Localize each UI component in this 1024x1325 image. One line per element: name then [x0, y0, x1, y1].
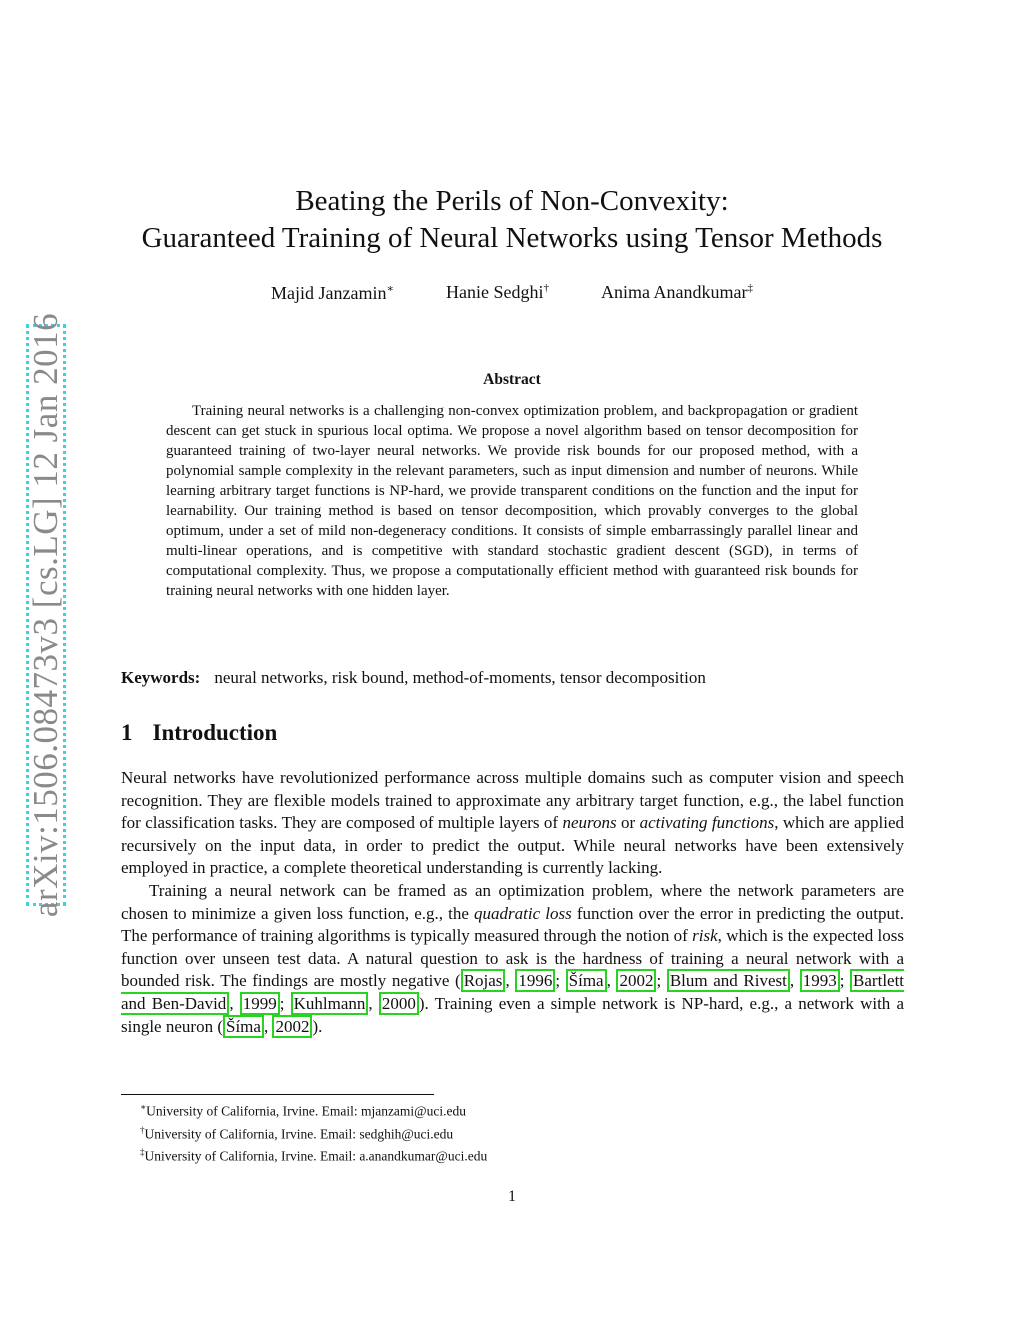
footnote-1: ∗University of California, Irvine. Email: mjanzami@uci.edu: [140, 1102, 466, 1119]
abstract-heading: Abstract: [483, 371, 541, 388]
title-line-1: Beating the Perils of Non-Convexity:: [295, 185, 729, 217]
emphasis-risk: risk: [692, 926, 718, 946]
author-3: Anima Anandkumar‡: [600, 282, 753, 302]
author-3-mark: ‡: [747, 282, 753, 294]
section-title: Introduction: [152, 720, 278, 745]
keywords: [121, 668, 904, 688]
section-number: 1: [121, 720, 133, 745]
page-number: 1: [508, 1188, 516, 1205]
citation-link-sima-2-year[interactable]: 2002: [272, 1015, 312, 1038]
emphasis-quadratic-loss: quadratic loss: [474, 903, 572, 923]
emphasis-activating-functions: activating functions: [639, 813, 775, 833]
footnote-3: ‡University of California, Irvine. Email: a.anandkumar@uci.edu: [140, 1147, 488, 1164]
citation-link-sima-2[interactable]: Šíma: [223, 1015, 264, 1038]
footnote-2: †University of California, Irvine. Email: sedghih@uci.edu: [140, 1124, 454, 1141]
intro-paragraph-1: Neural networks have revolutionized performance across multiple domains such as computer vision and speech recognition. They are flexible models trained to approximate any arbitrary target function, e.g., the label function for classification tasks. They are composed of multiple layers of neurons or activating functions, which are applied recursively on the input data, in order to predict the output. While neural networks have been extensively employed in practice, a complete theoretical understanding is currently lacking.: [121, 768, 904, 878]
author-1-mark: ∗: [386, 283, 394, 295]
citation-link-sima-year[interactable]: 2002: [616, 969, 656, 992]
title-line-2: Guaranteed Training of Neural Networks using Tensor Methods: [141, 222, 883, 254]
arxiv-id: arXiv:1506.08473v3 [cs.LG] 12 Jan 2016: [26, 312, 66, 918]
intro-paragraph-2: Training a neural network can be framed as an optimization problem, where the network parameters are chosen to minimize a given loss function, e.g., the quadratic loss function over the error in predicting the output. The performance of training algorithms is typically measured through the notion of risk, which is the expected loss function over unseen test data. A natural question to ask is the hardness of training a neural network with a bounded risk. The findings are mostly negative ( Rojas , 1996 ; Šíma , 2002 ; Blum and Rivest , 1993 ; Bartlett and Ben-David , 1999 ; Kuhlmann , 2000 ). Training even a simple network is NP-hard, e.g., a network with a single neuron ( Šíma , 2002 ).: [121, 880, 905, 1036]
citation-link-rojas-year[interactable]: 1996: [515, 969, 555, 992]
citation-link-bartlett-year[interactable]: 1999: [240, 992, 280, 1015]
keywords-label: Keywords:: [121, 668, 201, 687]
emphasis-neurons: neurons: [562, 813, 617, 833]
section-heading: [121, 720, 277, 746]
citation-link-kuhlmann-year[interactable]: 2000: [379, 992, 419, 1015]
arxiv-stamp[interactable]: [26, 312, 66, 918]
author-1: Majid Janzamin∗: [271, 283, 394, 303]
citation-link-blum-rivest[interactable]: Blum and Rivest: [667, 969, 790, 992]
citation-link-kuhlmann[interactable]: Kuhlmann: [291, 992, 369, 1015]
author-2-mark: †: [543, 282, 549, 294]
footnote-rule: [121, 1094, 434, 1095]
citation-link-sima[interactable]: Šíma: [566, 969, 607, 992]
citation-link-blum-rivest-year[interactable]: 1993: [800, 969, 840, 992]
citation-link-rojas[interactable]: Rojas: [461, 969, 506, 992]
paper-title: [100, 183, 924, 257]
citation-link-bartlett[interactable]: Bartlett and Ben-David: [121, 971, 905, 1013]
author-list: [100, 282, 924, 304]
author-2: Hanie Sedghi†: [446, 282, 549, 302]
abstract-text: Training neural networks is a challenging non-convex optimization problem, and backpropagation or gradient descent can get stuck in spurious local optima. We propose a novel algorithm based on tensor decomposition for guaranteed training of two-layer neural networks. We provide risk bounds for our proposed method, with a polynomial sample complexity in the relevant parameters, such as input dimension and number of neurons. While learning arbitrary target functions is NP-hard, we provide transparent conditions on the function and the input for learnability. Our training method is based on tensor decomposition, which provably converges to the global optimum, under a set of mild non-degeneracy conditions. It consists of simple embarrassingly parallel linear and multi-linear operations, and is competitive with standard stochastic gradient descent (SGD), in terms of computational complexity. Thus, we propose a computationally efficient method with guaranteed risk bounds for training neural networks with one hidden layer.: [166, 403, 858, 599]
keywords-text: neural networks, risk bound, method-of-moments, tensor decomposition: [214, 668, 706, 687]
intro-body: [121, 767, 904, 1038]
footnotes: [140, 1098, 487, 1166]
